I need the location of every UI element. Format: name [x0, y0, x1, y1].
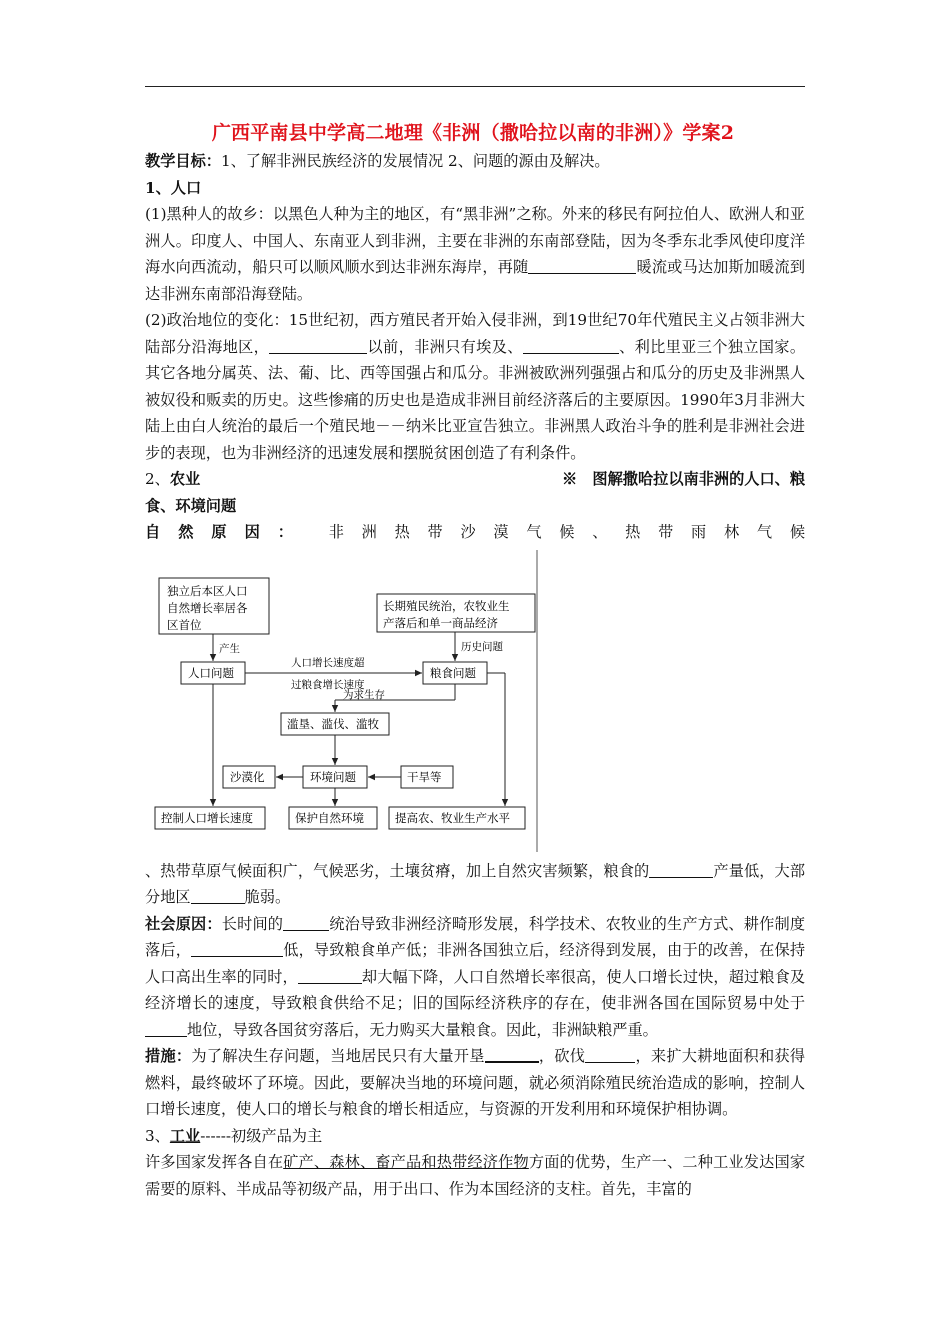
box-food-text: 粮食问题 — [430, 665, 476, 680]
objectives-text: 1、了解非洲民族经济的发展情况 2、问题的源由及解决。 — [220, 152, 610, 170]
objectives-label: 教学目标： — [145, 152, 221, 170]
box-ctrl-text: 控制人口增长速度 — [161, 810, 253, 825]
natural-char: 漠 — [493, 523, 509, 541]
measures — [145, 1043, 805, 1123]
text: 统治导致非洲经济畸形发展，科学技术、农牧业的生产方式、耕作制度落后， — [145, 914, 806, 959]
fill-blank[interactable] — [298, 967, 362, 984]
section1-heading: 1、人口 — [145, 178, 202, 197]
box-over-text: 滥垦、滥伐、滥牧 — [287, 716, 379, 731]
text: 长时间的 — [221, 914, 284, 933]
natural-char: 带 — [427, 523, 443, 541]
box-drought-text: 干旱等 — [407, 769, 442, 784]
natural-char: 、 — [592, 523, 608, 541]
fill-blank[interactable] — [145, 1020, 187, 1037]
fill-blank[interactable] — [523, 337, 619, 354]
fill-blank[interactable] — [191, 940, 283, 957]
section1-paragraph2 — [145, 307, 805, 466]
natural-char: 气 — [526, 523, 542, 541]
fill-blank[interactable] — [585, 1046, 635, 1063]
text: 地位，导致各国贫穷落后，无力购买大量粮食。因此，非洲缺粮严重。 — [187, 1020, 658, 1039]
box-tr-line1: 长期殖民统治，农牧业生 — [383, 598, 510, 613]
flow-diagram-svg — [145, 550, 805, 852]
section2-heading — [145, 466, 200, 493]
natural-char: 候 — [559, 523, 575, 541]
box-tl-line3: 区首位 — [167, 617, 202, 632]
text: 为了解决生存问题，当地居民只有大量开垦 — [191, 1047, 485, 1065]
natural-char: 洲 — [361, 523, 377, 541]
section3-paragraph — [145, 1149, 805, 1202]
natural-char: 热 — [625, 523, 641, 541]
text: 方面的优势，生产一、二种工业发达国家需要的原料、半成品等初级产品，用于出口、作为本国经济的支柱。首先，丰富的 — [145, 1153, 806, 1198]
text: 许多国家发挥各自在 — [145, 1153, 284, 1171]
section3-heading — [145, 1123, 805, 1150]
section-number: 3、 — [145, 1126, 170, 1145]
natural-char: 气 — [756, 523, 773, 541]
objectives — [145, 148, 805, 175]
document-title: 广西平南县中学高二地理《非洲（撒哈拉以南的非洲）》学案2 — [211, 122, 735, 144]
box-tl-line2: 自然增长率居各 — [167, 600, 248, 615]
text: 低，导致粮食单产低；非洲各国独立后，经济得到发展，由于 — [283, 941, 698, 959]
label-produce: 产生 — [219, 642, 240, 655]
text: (2)政治地位的变化：15世纪初，西方殖民者开始入侵非洲，到19世纪70年代殖民主义占领非洲大陆部分沿海地区， — [145, 311, 805, 356]
text: 却大幅下降，人口自然增长率很高，使人口增长过快，超过粮食及经济增长的速度，导致粮食供给不足；旧的国际经济秩序的存在，使非洲各国在国际贸易中处于 — [145, 967, 806, 1012]
natural-char: 雨 — [691, 523, 707, 541]
label-history: 历史问题 — [461, 640, 503, 653]
box-env-text: 环境问题 — [310, 769, 356, 784]
section1-paragraph1 — [145, 201, 805, 307]
text: (1)黑种人的故乡：以黑色人种为主的地区，有“黑非洲”之称。外来的移民有阿拉伯人、欧洲人和亚洲人。印度人、中国人、东南亚人到非洲，主要在非洲的东南部登陆，因为冬季东北季风使印度洋海水向西流动，船只可以顺风顺水到达非洲东海岸，再随 — [145, 205, 805, 276]
text: 的改善，在保持人口高出生率的同时， — [145, 941, 806, 986]
section-title: 工业 — [169, 1126, 201, 1145]
measures-label: 措施： — [145, 1047, 192, 1065]
fill-blank[interactable] — [485, 1045, 539, 1063]
text: 以前，非洲只有埃及、 — [367, 337, 523, 356]
text: 暖流或马达加斯加暖流到达非洲东南部沿海登陆。 — [145, 258, 806, 303]
section2-header — [145, 466, 805, 493]
side-note-continued: 食、环境问题 — [145, 496, 237, 515]
natural-char: 沙 — [460, 523, 476, 541]
label-survive: 为求生存 — [343, 688, 385, 701]
text: ，砍伐 — [538, 1047, 586, 1065]
natural-label: 自然原因： — [145, 523, 311, 541]
fill-blank[interactable] — [269, 337, 367, 354]
section-title: 农业 — [169, 470, 201, 488]
flow-diagram — [145, 550, 805, 852]
box-desert-text: 沙漠化 — [230, 769, 265, 784]
box-protect-text: 保护自然环境 — [295, 810, 364, 825]
underlined-text: 矿产、森林、畜产品和热带经济作物 — [283, 1153, 529, 1171]
social-label: 社会原因： — [145, 914, 222, 933]
label-speed-1: 人口增长速度超 — [291, 656, 365, 669]
text: 产量低，大部分地区 — [145, 861, 806, 906]
side-note: ※ 图解撒哈拉以南非洲的人口、粮 — [562, 470, 805, 488]
natural-causes-line — [145, 519, 805, 546]
fill-blank[interactable] — [283, 914, 329, 931]
text: ，来扩大耕地面积和获得燃料，最终破坏了环境。因此，要解决当地的环境问题，就必须消除殖民统治造成的影响，控制人口增长速度，使人口的增长与粮食的增长相适应，与资源的开发利用和环境保护相协调。 — [145, 1047, 805, 1118]
fill-blank[interactable] — [191, 887, 245, 904]
natural-char: 林 — [723, 523, 740, 541]
box-tl-line1: 独立后本区人口 — [167, 583, 248, 598]
natural-char: 带 — [658, 523, 674, 541]
header-rule — [145, 86, 805, 87]
document-page — [145, 118, 805, 1202]
box-tr-line2: 产落后和单一商品经济 — [383, 615, 498, 630]
fill-blank[interactable] — [649, 861, 713, 878]
text: 、利比里亚三个独立国家。其它各地分属英、法、葡、比、西等国强占和瓜分。非洲被欧洲列强强占和瓜分的历史及非洲黑人被奴役和贩卖的历史。这些惨痛的历史也是造成非洲目前经济落后的主要原因。1990年3月非洲大陆上由白人统治的最后一个殖民地－－纳米比亚宣告独立。非洲黑人政治斗争的胜利是非洲社会进步的表现，也为非洲经济的迅速发展和摆脱贫困创造了有利条件。 — [145, 337, 806, 462]
section-number: 2、 — [145, 470, 170, 488]
label-speed-2: 过粮食增长速度 — [291, 678, 365, 691]
text: 脆弱。 — [244, 888, 291, 906]
natural-causes-continued — [145, 858, 805, 911]
section-subtitle: ------初级产品为主 — [200, 1126, 323, 1145]
natural-char: 热 — [394, 523, 410, 541]
box-raise-text: 提高农、牧业生产水平 — [395, 810, 510, 825]
fill-blank[interactable] — [528, 257, 636, 274]
natural-char: 非 — [328, 523, 344, 541]
natural-char: 候 — [789, 523, 805, 541]
text: 、热带草原气候面积广，气候恶劣，土壤贫瘠，加上自然灾害频繁，粮食的 — [145, 861, 650, 880]
box-pop-text: 人口问题 — [188, 665, 234, 680]
social-causes — [145, 911, 805, 1044]
